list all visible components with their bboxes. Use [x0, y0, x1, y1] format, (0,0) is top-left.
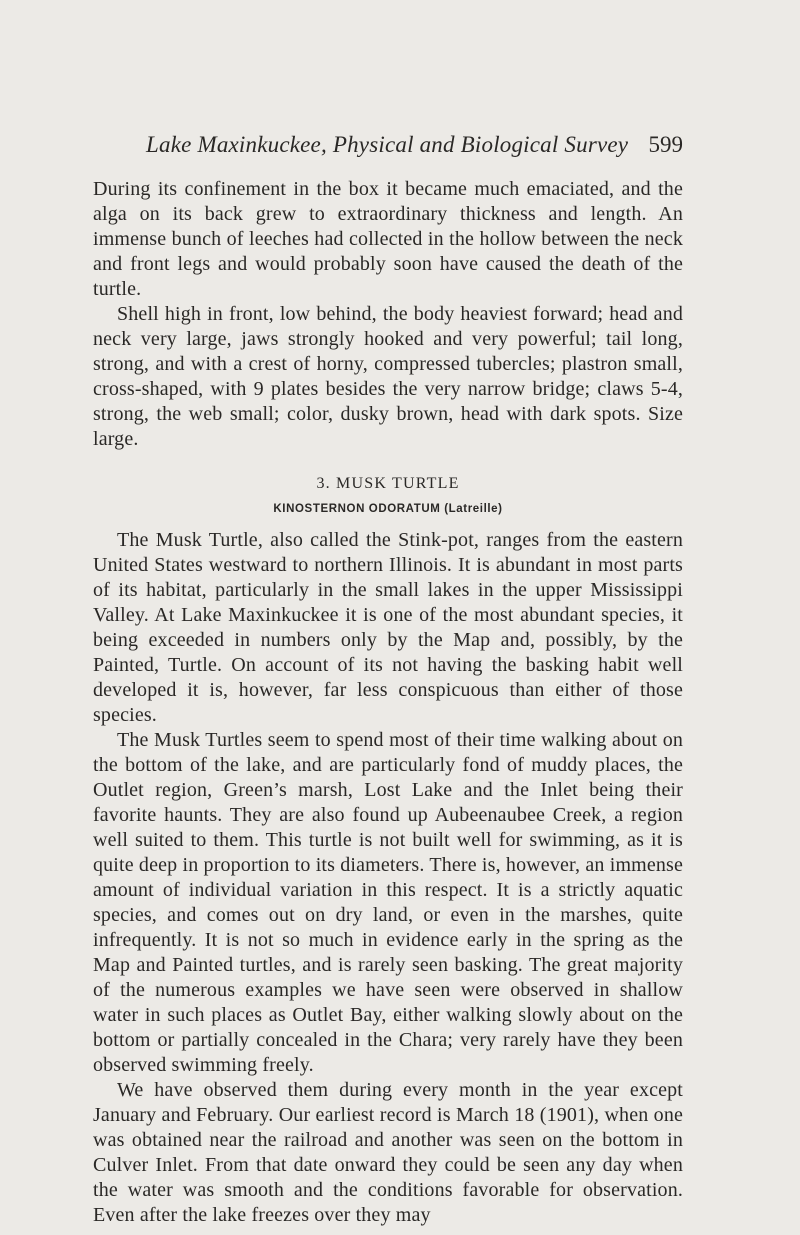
- paragraph-shell-description: Shell high in front, low behind, the body heaviest forward; head and neck very large, jaws strongly hooked and very powerful; tail long, strong, and with a crest of horny, compressed tubercles; plastron small, cross-shaped, with 9 plates besides the very narrow bridge; claws 5-4, strong, the web small; color, dusky brown, head with dark spots. Size large.: [93, 303, 683, 450]
- running-head: [93, 130, 683, 160]
- book-page: [93, 130, 683, 1228]
- paragraph-observations: We have observed them during every month in the year except January and February. Our earliest record is March 18 (1901), when one was obtained near the railroad and another was seen on the bottom in Culver Inlet. From that date onward they could be seen any day when the water was smooth and the conditions favorable for observation. Even after the lake freezes over they may: [93, 1079, 683, 1226]
- section-heading: 3. MUSK TURTLE: [316, 475, 460, 492]
- paragraph-habits: The Musk Turtles seem to spend most of their time walking about on the bottom of the lake, and are particularly fond of muddy places, the Outlet region, Green’s marsh, Lost Lake and the Inlet being their favorite haunts. They are also found up Aubeenaubee Creek, a region well suited to them. This turtle is not built well for swimming, as it is quite deep in proportion to its diameters. There is, however, an immense amount of individual variation in this respect. It is a strictly aquatic species, and comes out on dry land, or even in the marshes, quite infrequently. It is not so much in evidence early in the spring as the Map and Painted turtles, and is rarely seen basking. The great majority of the numerous examples we have seen were observed in shallow water in such places as Outlet Bay, either walking slowly about on the bottom or partially concealed in the Chara; very rarely have they been observed swimming freely.: [93, 729, 683, 1076]
- species-name: KINOSTERNON ODORATUM (Latreille): [273, 503, 503, 515]
- paragraph-continued: During its confinement in the box it became much emaciated, and the alga on its back grew to extraordinary thickness and length. An immense bunch of leeches had collected in the hollow between the neck and front legs and would probably soon have caused the death of the turtle.: [93, 178, 683, 300]
- page-number: 599: [648, 132, 683, 157]
- running-title: Lake Maxinkuckee, Physical and Biological Survey: [146, 132, 629, 157]
- paragraph-range: The Musk Turtle, also called the Stink-pot, ranges from the eastern United States westward to northern Illinois. It is abundant in most parts of its habitat, particularly in the small lakes in the upper Mississippi Valley. At Lake Maxinkuckee it is one of the most abundant species, it being exceeded in numbers only by the Map and, possibly, by the Painted, Turtle. On account of its not having the basking habit well developed it is, however, far less conspicuous than either of those species.: [93, 529, 683, 726]
